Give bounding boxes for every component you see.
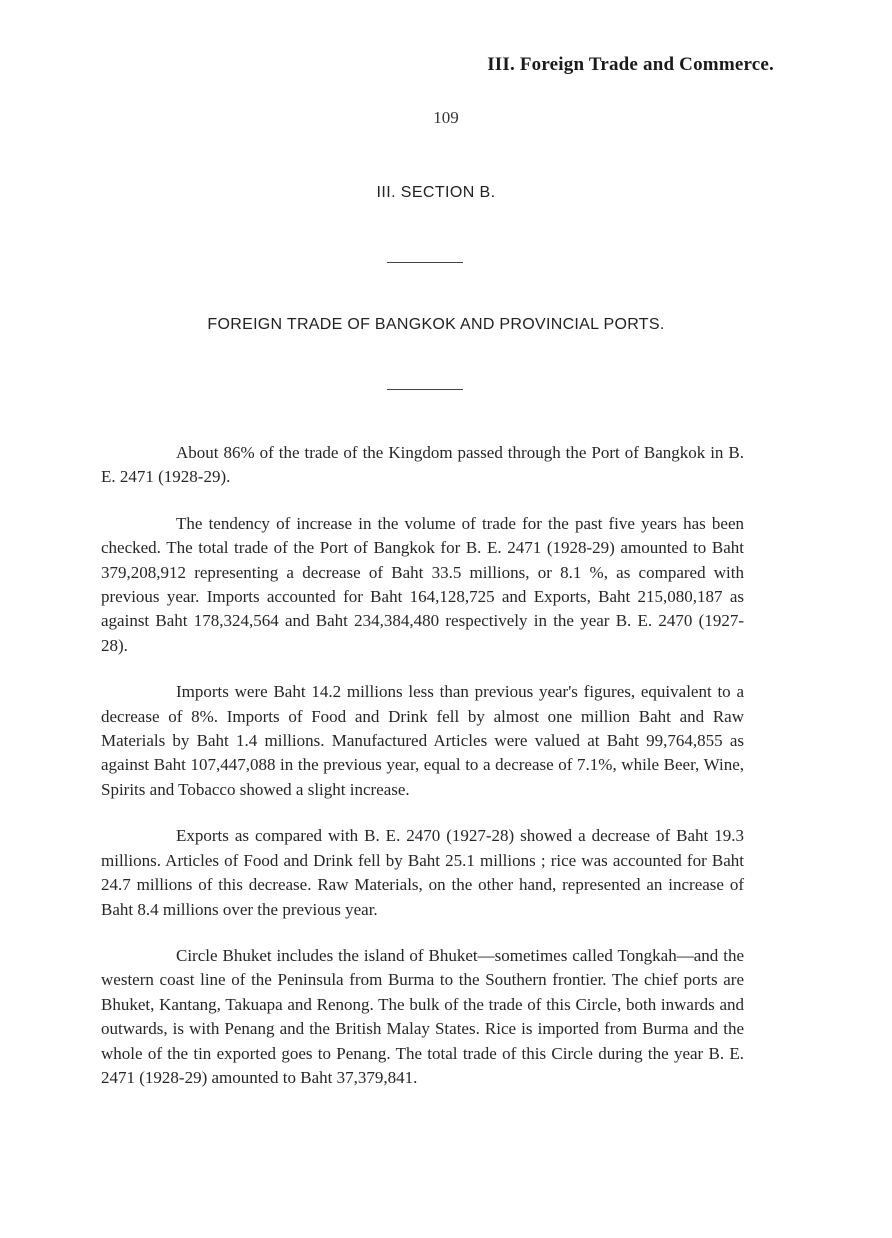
running-head: III. Foreign Trade and Commerce. [487,54,774,75]
paragraph-total-trade: The tendency of increase in the volume of trade for the past five years has been checked. The total trade of the Port of Bangkok for B. E. 2471 (1928-29) amounted to Baht 379,208,912 representing a decrease of Baht 33.5 millions, or 8.1 %, as compared with previous year. Imports accounted for Baht 164,128,725 and Exports, Baht 215,080,187 as against Baht 178,324,564 and Baht 234,384,480 respectively in the year B. E. 2470 (1927-28). [101,513,744,655]
main-heading: FOREIGN TRADE OF BANGKOK AND PROVINCIAL PORTS. [207,316,665,333]
divider-rule-bottom [387,389,463,390]
body-text [101,441,744,1112]
paragraph-exports: Exports as compared with B. E. 2470 (1927-28) showed a decrease of Baht 19.3 millions. Articles of Food and Drink fell by Baht 25.1 millions ; rice was accounted for Baht 24.7 millions of this decrease. Raw Materials, on the other hand, represented an increase of Baht 8.4 millions over the previous year. [101,826,744,919]
paragraph-trade-share: About 86% of the trade of the Kingdom passed through the Port of Bangkok in B. E. 2471 (1928-29). [101,443,744,487]
page-number: 109 [433,108,459,127]
paragraph-imports: Imports were Baht 14.2 millions less than previous year's figures, equivalent to a decrease of 8%. Imports of Food and Drink fell by almost one million Baht and Raw Materials by Baht 1.4 millions. Manufactured Articles were valued at Baht 99,764,855 as against Baht 107,447,088 in the previous year, equal to a decrease of 7.1%, while Beer, Wine, Spirits and Tobacco showed a slight increase. [101,682,744,799]
divider-rule-top [387,262,463,263]
section-title: III. SECTION B. [376,184,496,201]
paragraph-circle-bhuket: Circle Bhuket includes the island of Bhuket—sometimes called Tongkah—and the western coast line of the Peninsula from Burma to the Southern frontier. The chief ports are Bhuket, Kantang, Takuapa and Renong. The bulk of the trade of this Circle, both inwards and outwards, is with Penang and the British Malay States. Rice is imported from Burma and the whole of the tin exported goes to Penang. The total trade of this Circle during the year B. E. 2471 (1928-29) amounted to Baht 37,379,841. [101,945,744,1087]
